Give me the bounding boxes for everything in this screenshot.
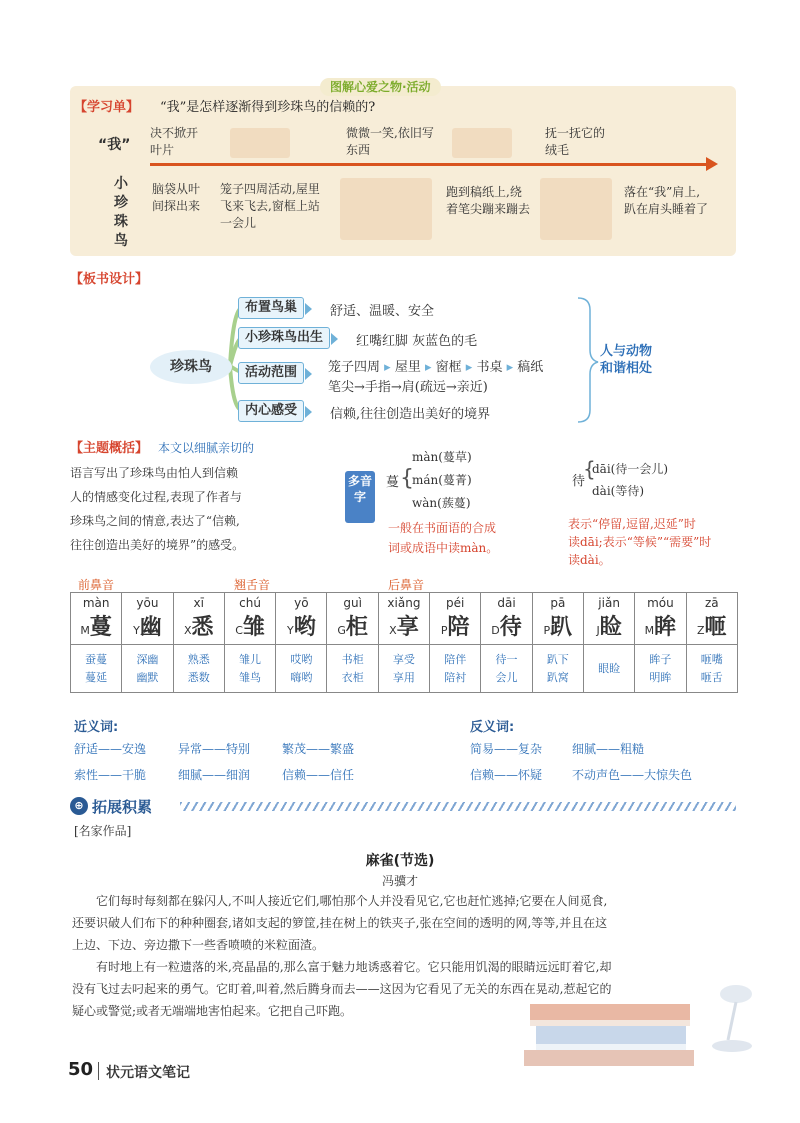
words-cell: 雏儿 雏鸟 [224, 645, 275, 693]
polyphone-badge: 多音字 [345, 471, 375, 523]
synonym-pair: 信赖——信任 [282, 768, 355, 782]
branch-range-label: 活动范围 [238, 362, 304, 384]
tag-back-nasal: 后鼻音 [388, 578, 425, 592]
books-lamp-illustration [510, 980, 780, 1070]
antonym-pair: 简易——复杂 [470, 742, 543, 756]
words-cell: 咂嘴 咂舌 [686, 645, 737, 693]
words-cell: 享受 享用 [378, 645, 429, 693]
me-note-3: 抚一抚它的绒毛 [545, 126, 606, 157]
words-cell: 趴下 趴窝 [532, 645, 583, 693]
antonym-pair: 信赖——怀疑 [470, 768, 543, 782]
polyphone-man-readings: màn(蔓草) mán(蔓菁) wàn(蔟蔓) [412, 450, 472, 510]
char-cell: móu M眸 [635, 593, 686, 645]
polyphone-man-char: 蔓 [386, 475, 400, 490]
synonym-pair: 舒适——安逸 [74, 742, 147, 756]
words-cell: 深幽 幽默 [122, 645, 173, 693]
words-cell: 陪伴 陪衬 [430, 645, 481, 693]
char-cell: pā P趴 [532, 593, 583, 645]
theme-summary: 【主题概括】 本文以细腻亲切的 语言写出了珍珠鸟由怕人到信赖 人的情感变化过程,表现了作者与 珍珠鸟之间的情意,表达了“信赖, 往往创造出美好的境界”的感受。 [70, 441, 255, 552]
theme-label: 【主题概括】 [70, 441, 149, 456]
row-bird-label: 小珍珠鸟 [114, 176, 128, 249]
study-sheet-header: 【学习单】 [74, 100, 140, 115]
words-cell: 书柜 衣柜 [327, 645, 378, 693]
synonyms-label: 近义词: [74, 720, 119, 735]
board-header: 【板书设计】 [70, 272, 149, 287]
words-cell: 眼睑 [583, 645, 634, 693]
polyphone-man-note: 一般在书面语的合成 词或成语中读màn。 [388, 521, 499, 555]
study-sheet-tab: 图解心爱之物·活动 [320, 78, 441, 96]
words-cell: 蚕蔓 蔓延 [71, 645, 122, 693]
branch-birth-label: 小珍珠鸟出生 [238, 327, 330, 349]
char-cell: yōu Y幽 [122, 593, 173, 645]
character-row [71, 593, 738, 645]
me-note-1: 决不掀开叶片 [150, 126, 199, 157]
branch-nest-text: 舒适、温暖、安全 [330, 304, 435, 319]
polyphone-dai-note: 表示“停留,逗留,迟延”时 读dāi;表示“等候”“需要”时 读dài。 [568, 517, 712, 567]
antonyms-label: 反义词: [470, 720, 515, 735]
polyphone-dai-brace: { [583, 457, 596, 481]
tag-front-nasal: 前鼻音 [78, 578, 115, 592]
row-me-label: “我” [98, 137, 131, 153]
board-conclusion: 人与动物 和谐相处 [600, 344, 653, 376]
synonym-pair: 繁茂——繁盛 [282, 742, 355, 756]
synonym-pair: 细腻——细润 [178, 768, 251, 782]
mindmap-central-node: 珍珠鸟 [150, 350, 232, 384]
extension-icon: ⊕ [70, 797, 88, 815]
study-sheet-question: “我”是怎样逐渐得到珍珠鸟的信赖的? [160, 100, 376, 115]
branch-range-line2: 笔尖→手指→肩(疏远→亲近) [328, 380, 488, 395]
char-cell: jiǎn J睑 [583, 593, 634, 645]
bird-note-4: 落在“我”肩上,趴在肩头睡着了 [624, 185, 709, 216]
char-cell: guì G柜 [327, 593, 378, 645]
branch-birth-text: 红嘴红脚 灰蓝色的毛 [356, 334, 478, 349]
char-cell: péi P陪 [430, 593, 481, 645]
extension-category: [名家作品] [74, 824, 132, 838]
char-cell: xī X悉 [173, 593, 224, 645]
extension-title: 拓展积累 [92, 798, 153, 816]
book-title: 状元语文笔记 [106, 1065, 190, 1081]
char-cell: xiǎng X享 [378, 593, 429, 645]
antonym-pair: 细腻——粗糙 [572, 742, 645, 756]
branch-feeling-text: 信赖,往往创造出美好的境界 [330, 407, 491, 422]
footer-separator [98, 1062, 99, 1080]
article-body: 它们每时每刻都在躲闪人,不叫人接近它们,哪怕那个人并没看见它,它也赶忙逃掉;它要在人间觅食, 还要识破人们布下的种种圈套,诸如支起的箩筐,挂在树上的铁夹子,张在空间的透明的网,等等,并且在这 上边、下边、旁边撒下一些香喷喷的米粒面渣。 有时地上有一粒遗落的米,亮晶晶的,那么富于魅力地诱惑着它。它只能用饥渴的眼睛远远盯着它,却 没有飞过去叼起来的勇气。它盯着,叫着,然后腾身而去——这因为它看见了无关的东西在晃动,惹起它的 疑心或警觉;或者无端端地害怕起来。它把自己吓跑。 [72, 894, 612, 1018]
tag-retroflex: 翘舌音 [234, 578, 271, 592]
char-cell: chú C雏 [224, 593, 275, 645]
polyphone-dai-readings: dāi(待一会儿) dài(等待) [592, 462, 669, 498]
branch-feeling-label: 内心感受 [238, 400, 304, 422]
char-cell: yō Y哟 [276, 593, 327, 645]
words-cell: 哎哟 嗨哟 [276, 645, 327, 693]
words-cell: 待一 会儿 [481, 645, 532, 693]
polyphone-dai-char: 待 [572, 474, 586, 489]
article-author: 冯骥才 [381, 874, 418, 888]
branch-range-line1: 笼子四周 ▸ 屋里 ▸ 窗框 ▸ 书桌 ▸ 稿纸 [328, 360, 544, 375]
polyphone-man-brace: { [400, 466, 414, 491]
char-cell: màn M蔓 [71, 593, 122, 645]
words-cell: 眸子 明眸 [635, 645, 686, 693]
synonym-pair: 索性——干脆 [74, 768, 147, 782]
bird-note-2: 笼子四周活动,屋里飞来飞去,窗框上站一会儿 [220, 182, 320, 230]
me-note-2: 微微一笑,依旧写东西 [346, 126, 434, 157]
branch-nest-label: 布置鸟巢 [238, 297, 304, 319]
char-cell: dāi D待 [481, 593, 532, 645]
synonym-pair: 异常——特别 [178, 742, 251, 756]
page-number: 50 [68, 1059, 94, 1080]
char-cell: zā Z咂 [686, 593, 737, 645]
antonym-pair: 不动声色——大惊失色 [572, 768, 693, 782]
extension-divider [180, 802, 736, 811]
words-row [71, 645, 738, 693]
words-cell: 熟悉 悉数 [173, 645, 224, 693]
article-title: 麻雀(节选) [365, 853, 435, 869]
character-table [70, 592, 738, 693]
bird-note-1: 脑袋从叶间探出来 [152, 182, 201, 213]
bird-note-3: 跑到稿纸上,绕着笔尖蹦来蹦去 [446, 185, 531, 216]
